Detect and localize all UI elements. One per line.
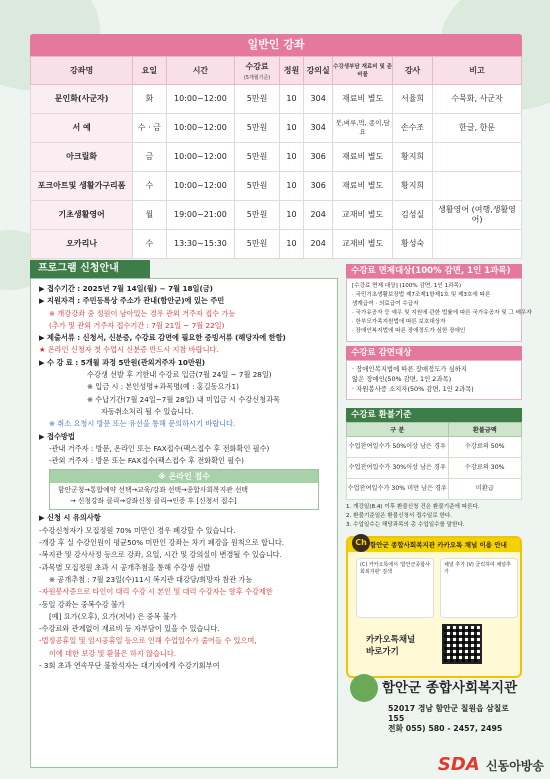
org-footer <box>346 676 522 734</box>
watermark-sub: 신동아방송 <box>486 759 544 773</box>
table-cell: 5만원 <box>235 230 279 259</box>
table-cell: 수업잔여일수가 30%이상 남은 경우 <box>347 458 449 479</box>
fee-exempt-title: 수강료 면제대상(100% 감면, 1인 1과목) <box>346 264 522 278</box>
fee-reduce-title: 수강료 감면대상 <box>346 346 522 360</box>
program-info-line: ※ 입금 시 : 본인성명+과목명(예 : 홍길동요가1) <box>87 382 239 392</box>
col-room: 강의실 <box>304 57 333 85</box>
program-info-line: ▶ 지원자격 : 주민등록상 주소가 관내(함안군)에 있는 주민 <box>39 296 225 306</box>
table-cell: 수 · 금 <box>133 114 166 143</box>
table-cell: 금 <box>133 143 166 172</box>
table-cell: 미환급 <box>448 479 522 500</box>
fee-reduce-item: · 장애인복지법에 따른 장애정도가 심하지 <box>352 365 468 373</box>
program-info-line: (추가 및 관외 거주자 접수기간 : 7월 21일 ~ 7월 22일) <box>49 320 225 330</box>
refund-title: 수강료 환불기준 <box>346 408 522 422</box>
kakao-cta-label: 카카오톡채널 바로가기 <box>366 635 416 657</box>
course-name-cell: 서 예 <box>31 114 133 143</box>
table-cell: 수업잔여일수가 30% 미만 남은 경우 <box>347 479 449 500</box>
program-info-line: ▶ 제출서류 : 신청서, 신분증, 수강료 감면에 필요한 증빙서류 (해당자에 한함) <box>39 333 286 343</box>
table-cell: 재료비 별도 <box>333 143 393 172</box>
table-cell: 수강료의 50% <box>448 437 522 458</box>
refund-note: 3. 수업일수는 해당과목의 총 수업일수를 말한다. <box>346 522 465 528</box>
table-cell: 10 <box>279 201 303 230</box>
course-name-cell: 문인화(사군자) <box>31 85 133 114</box>
table-cell: 붓,벼루,먹, 종이,담요 <box>333 114 393 143</box>
table-cell: 304 <box>304 114 333 143</box>
program-info-line: -관외 거주자 : 방문 또는 FAX접수(팩스접수 후 전화확인 필수) <box>49 456 244 466</box>
notice-line: -과목별 모집정원 초과 시 공개추첨을 통해 수강생 선발 <box>39 562 211 572</box>
course-table <box>30 56 522 259</box>
notice-line: -복지관 및 강사사정 등으로 강좌, 요일, 시간 및 강의실이 변경될 수 있습니다. <box>39 550 282 560</box>
table-row <box>347 437 522 458</box>
col-instructor: 강사 <box>393 57 433 85</box>
table-row <box>31 85 522 114</box>
table-cell: 수강료의 30% <box>448 458 522 479</box>
org-logo-icon <box>350 674 378 702</box>
table-cell: 황지희 <box>393 143 433 172</box>
notice-line: -수강료와 관계없이 재료비 등 자부담이 있을 수 있습니다. <box>39 624 220 634</box>
course-name-cell: 기초생활영어 <box>31 201 133 230</box>
fee-exempt-item: · 한부모가족지원법에 따른 보호대상자 <box>352 319 446 325</box>
refund-note: 2. 환불기준일은 환불신청서 접수일로 한다. <box>346 513 453 519</box>
program-info-line: 수강생 선발 후 기한내 수강료 입금(7월 24일 ~ 7월 28일) <box>87 370 272 380</box>
fee-exempt-item: · 국가유공자 등 예우 및 지원에 관한 법률에 따른 국가유공자 및 그 배우자 <box>352 310 532 316</box>
table-row <box>31 114 522 143</box>
notice-line: ※ 공개추첨 : 7월 23일(수)11시 복지관 대강당/희망자 참관 가능 <box>49 574 253 584</box>
course-title: 일반인 강좌 <box>30 34 522 56</box>
refund-col-type: 구 분 <box>347 423 449 437</box>
col-fee-sub: (5개월기준) <box>243 74 271 81</box>
refund-table <box>346 422 522 500</box>
fee-reduce-item: · 자원봉사증 소지자(50% 감면, 1인 2과목) <box>352 385 474 393</box>
table-cell: 5만원 <box>235 85 279 114</box>
table-row <box>31 230 522 259</box>
table-cell: 10 <box>279 143 303 172</box>
kakao-channel-icon: Ch <box>352 534 370 552</box>
notice-line: [예] 요가(오후), 요가(저녁) 은 중복 불가 <box>49 611 177 621</box>
kakao-title: 함안군 종합사회복지관 카카오톡 채널 이용 안내 <box>348 538 520 552</box>
refund-col-amount: 환불금액 <box>448 423 522 437</box>
table-row <box>31 143 522 172</box>
org-name: 함안군 종합사회복지관 <box>382 680 518 696</box>
table-row <box>347 458 522 479</box>
table-cell: 5만원 <box>235 143 279 172</box>
broadcaster-watermark <box>438 754 544 775</box>
online-apply-step1: 함안군청→통합예약 선택→교육/강좌 선택→종합사회복지관 선택 <box>58 486 249 495</box>
table-cell: 손수조 <box>393 114 433 143</box>
program-info-line: ▶ 접수기간 : 2025년 7월 14일(월) ~ 7월 18일(금) <box>39 284 213 293</box>
table-cell: 5만원 <box>235 201 279 230</box>
table-cell: 재료비 별도 <box>333 85 393 114</box>
table-cell: 수묵화, 사군자 <box>433 85 522 114</box>
notice-line: - 3회 초과 연속무단 불참석자는 대기자에게 수강기회부여 <box>39 661 220 671</box>
table-cell: 306 <box>304 143 333 172</box>
course-name-cell: 오카리나 <box>31 230 133 259</box>
fee-reduce-item: 않은 장애인(50% 감면, 1인 2과목) <box>352 375 452 383</box>
fee-exempt-item: [수강료 면제 대상] (100% 감면, 1인 1과목) <box>352 283 462 289</box>
program-info-line: -관내 거주자 : 방문, 온라인 또는 FAX접수(팩스접수 후 전화확인 필수) <box>49 443 270 453</box>
table-cell: 10 <box>279 114 303 143</box>
table-cell: 수 <box>133 172 166 201</box>
program-info-line: ▶ 수 강 료 : 5개월 과정 5만원(관외거주자 10만원) <box>39 357 206 367</box>
col-note: 비고 <box>433 57 522 85</box>
table-row <box>31 201 522 230</box>
notice-line: 이에 대한 보강 및 환불은 하지 않습니다. <box>49 648 177 658</box>
table-cell: 204 <box>304 201 333 230</box>
kakao-step2: 채널 추가 (V) 클릭하여 채널추가 <box>440 558 518 618</box>
table-cell: 10:00~12:00 <box>166 143 235 172</box>
col-time: 시간 <box>166 57 235 85</box>
col-fee-label: 수강료 <box>245 61 269 71</box>
col-materials: 수강생부담 재료비 및 준비물 <box>333 57 393 85</box>
online-apply-box <box>49 469 319 510</box>
notice-line: -자원봉사증으로 타인이 대리 수강 시 본인 및 대리 수강자는 향후 수강제한 <box>39 587 273 597</box>
table-cell: 306 <box>304 172 333 201</box>
program-info-line: ★ 온라인 신청자 첫 수업시 신분증 반드시 지참 바랍니다. <box>39 345 219 355</box>
table-cell: 생활영어 (여행,생활영어) <box>433 201 522 230</box>
notice-line: -법정공휴일 및 임시공휴일 등으로 인해 수업일수가 줄어들 수 있으며, <box>39 636 257 646</box>
qr-code-icon[interactable] <box>442 624 482 664</box>
kakao-step1: (C) 카카오톡에서 '함안군종합사회복지관' 검색 <box>356 558 434 618</box>
table-cell: 수 <box>133 230 166 259</box>
program-info-line: ※ 수납기간(7월 24일~7월 28일) 내 미입금 시 수강신청과목 <box>87 394 281 404</box>
table-cell: 한글, 한문 <box>433 114 522 143</box>
table-cell: 재료비 별도 <box>333 172 393 201</box>
table-cell: 교재비 별도 <box>333 230 393 259</box>
table-cell: 5만원 <box>235 114 279 143</box>
table-row <box>31 172 522 201</box>
table-cell: 13:30~15:30 <box>166 230 235 259</box>
table-cell: 황지희 <box>393 172 433 201</box>
table-cell: 10 <box>279 230 303 259</box>
table-cell: 19:00~21:00 <box>166 201 235 230</box>
watermark-brand: SDA <box>437 754 480 775</box>
notice-line: -동일 강좌는 중복수강 불가 <box>39 599 125 609</box>
fee-exempt-item: 생계급여 · 의료급여 수급자 <box>352 301 419 307</box>
fee-exempt-item: · 장애인복지법에 따른 장애정도가 심한 장애인 <box>352 328 466 334</box>
table-cell: 10:00~12:00 <box>166 172 235 201</box>
col-course-name: 강좌명 <box>31 57 133 85</box>
notice-line: ▶ 신청 시 유의사항 <box>39 513 101 523</box>
col-capacity: 정원 <box>279 57 303 85</box>
table-cell: 교재비 별도 <box>333 201 393 230</box>
program-panel <box>30 260 338 770</box>
table-cell: 204 <box>304 230 333 259</box>
table-cell: 10:00~12:00 <box>166 114 235 143</box>
kakao-channel-box <box>346 536 522 678</box>
fee-exempt-list <box>346 278 532 342</box>
program-info-line: ※ 개강강좌 중 정원이 남아있는 경우 관외 거주자 접수 가능 <box>49 308 236 318</box>
table-cell: 10:00~12:00 <box>166 85 235 114</box>
notice-line: -수강신청자가 모집정원 70% 미만인 경우 폐강할 수 있습니다. <box>39 525 236 535</box>
table-cell: 김성실 <box>393 201 433 230</box>
table-cell <box>433 143 522 172</box>
program-title: 프로그램 신청안내 <box>30 260 150 278</box>
table-cell: 10 <box>279 85 303 114</box>
table-cell: 10 <box>279 172 303 201</box>
course-name-cell: 아크릴화 <box>31 143 133 172</box>
fee-exempt-item: · 국민기초생활보장법 제7조제1항제1호 및 제3호에 따른 <box>352 292 491 298</box>
table-cell: 5만원 <box>235 172 279 201</box>
table-cell: 황성숙 <box>393 230 433 259</box>
col-day: 요일 <box>133 57 166 85</box>
table-cell: 수업잔여일수가 50%이상 남은 경우 <box>347 437 449 458</box>
table-cell: 화 <box>133 85 166 114</box>
right-column <box>346 264 532 678</box>
refund-notes <box>346 503 522 530</box>
table-cell <box>433 172 522 201</box>
table-cell: 월 <box>133 201 166 230</box>
refund-note: 1. 개강일(8.4) 이후 환불신청 건은 환불기준에 따른다. <box>346 504 480 510</box>
course-section <box>30 34 522 259</box>
org-phone: 전화 055) 580 - 2457, 2495 <box>388 724 503 733</box>
course-name-cell: 포크아트및 생활가구리폼 <box>31 172 133 201</box>
program-info-line: 자동취소처리 될 수 있습니다. <box>101 406 194 416</box>
table-cell: 304 <box>304 85 333 114</box>
program-info-line: ※ 취소 요청시 방문 또는 유선을 통해 문의하시기 바랍니다. <box>49 419 236 429</box>
kakao-channel-link[interactable] <box>366 634 426 658</box>
notice-line: -개강 후 실 수강인원이 평균50% 미만인 강좌는 차기 폐강을 원칙으로 합니다. <box>39 538 285 548</box>
org-address: 52017 경남 함안군 칠원읍 삼칠로 155 <box>388 704 509 723</box>
table-cell <box>433 230 522 259</box>
online-apply-step2: → 신청강좌 클릭→강좌신청 클릭→인증 후 [신청서 접수] <box>70 497 237 506</box>
fee-reduce-list <box>346 360 522 400</box>
table-row <box>347 479 522 500</box>
online-apply-title: ※ 온라인 접수 <box>50 470 318 483</box>
program-info-line: ▶ 접수방법 <box>39 431 75 441</box>
col-fee <box>235 57 279 85</box>
table-cell: 서율희 <box>393 85 433 114</box>
